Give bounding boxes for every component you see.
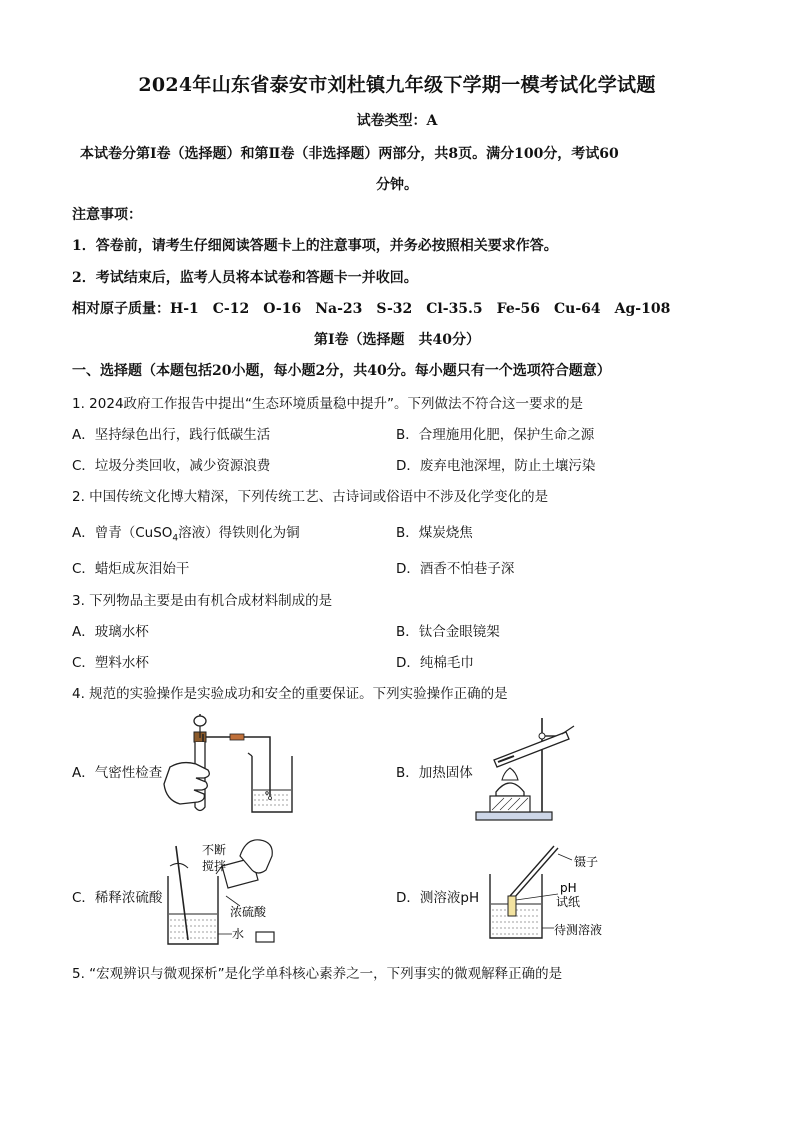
atomic-masses: 相对原子质量：H-1 C-12 O-16 Na-23 S-32 Cl-35.5 Fe-56 Cu-64 Ag-108 [72,301,671,317]
heating-solid-figure [474,712,584,824]
fig-d-label-ph: pH [560,881,577,895]
q5-stem: 5. “宏观辨识与微观探析”是化学单科核心素养之一，下列事实的微观解释正确的是 [72,966,563,982]
fig-d-label-solution: 待测溶液 [554,923,603,937]
exam-title: 2024年山东省泰安市刘杜镇九年级下学期一模考试化学试题 [138,74,656,96]
q3-option-c: C．塑料水杯 [72,655,149,671]
fig-c-label-water: 水 [232,927,245,941]
q2-option-c: C．蜡炬成灰泪始干 [72,561,190,577]
fig-d-label-paper: 试纸 [556,895,581,909]
q2-option-a-pre: A．曾青（CuSO [72,525,173,541]
fig-c-label-stir-2: 搅拌 [202,859,227,873]
q2-option-d: D．酒香不怕巷子深 [396,561,515,577]
q1-option-d: D．废弃电池深埋，防止土壤污染 [396,458,596,474]
part1-title: 第Ⅰ卷（选择题 共40分） [313,332,481,348]
q3-option-d: D．纯棉毛巾 [396,655,474,671]
q4-option-d: D．测溶液pH [396,890,480,906]
q2-stem: 2. 中国传统文化博大精深，下列传统工艺、古诗词或俗语中不涉及化学变化的是 [72,489,549,505]
diluting-acid-figure [160,836,310,952]
q1-option-a: A．坚持绿色出行，践行低碳生活 [72,427,271,443]
fig-c-label-acid: 浓硫酸 [230,905,267,919]
q1-option-c: C．垃圾分类回收，减少资源浪费 [72,458,271,474]
q3-stem: 3. 下列物品主要是由有机合成材料制成的是 [72,593,333,609]
notes-item-1: 1．答卷前，请考生仔细阅读答题卡上的注意事项，并务必按照相关要求作答。 [72,238,558,254]
notes-item-2: 2．考试结束后，监考人员将本试卷和答题卡一并收回。 [72,270,418,286]
q2-option-a-sub: 4 [172,533,179,544]
intro-line-2: 分钟。 [376,177,418,193]
q4-stem: 4. 规范的实验操作是实验成功和安全的重要保证。下列实验操作正确的是 [72,686,508,702]
q3-option-b: B．钛合金眼镜架 [396,624,500,640]
q4-option-b: B．加热固体 [396,765,473,781]
ph-test-figure [484,840,624,944]
q4-option-c: C．稀释浓硫酸 [72,890,163,906]
notes-heading: 注意事项： [72,207,142,223]
q2-option-a [72,521,300,544]
q2-option-a-post: 溶液）得铁则化为铜 [178,525,300,541]
q1-stem: 1. 2024政府工作报告中提出“生态环境质量稳中提升”。下列做法不符合这一要求的是 [72,396,584,412]
q4-option-a: A．气密性检查 [72,765,163,781]
q2-option-b: B．煤炭烧焦 [396,525,473,541]
q3-option-a: A．玻璃水杯 [72,624,149,640]
intro-line-1: 本试卷分第Ⅰ卷（选择题）和第Ⅱ卷（非选择题）两部分，共8页。满分100分，考试60 [80,146,619,162]
airtightness-check-figure [160,712,310,820]
fig-c-label-stir-1: 不断 [202,843,227,857]
q1-option-b: B．合理施用化肥，保护生命之源 [396,427,595,443]
fig-d-label-tweezers: 镊子 [574,855,599,869]
section-heading: 一、选择题（本题包括20小题，每小题2分，共40分。每小题只有一个选项符合题意） [72,363,611,379]
paper-type: 试卷类型：A [356,113,438,129]
